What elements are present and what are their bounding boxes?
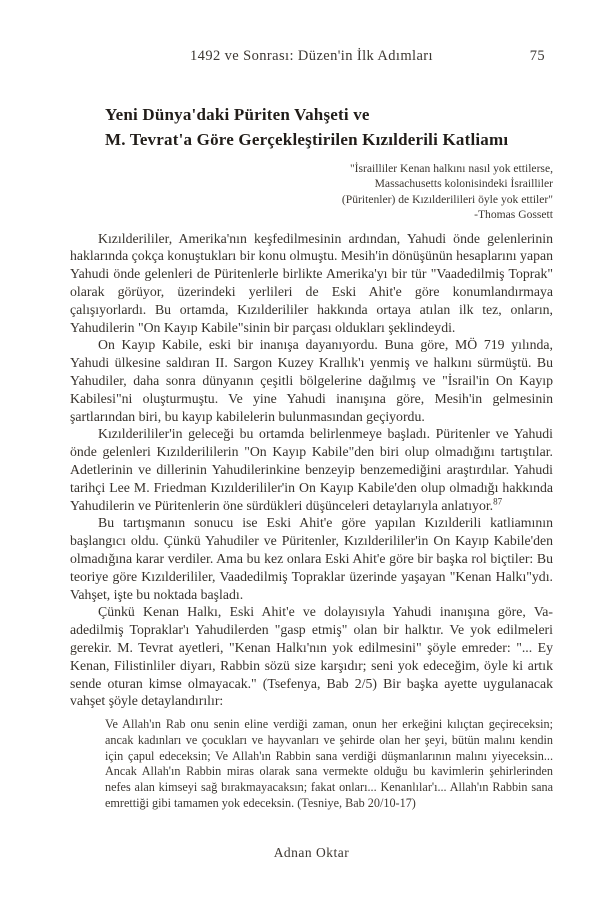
body-paragraph — [70, 425, 553, 514]
body-paragraph: On Kayıp Kabile, eski bir inanışa dayanıyordu. Buna göre, MÖ 719 yılında, Yahudi ülkesine saldıran II. Sargon Kuzey Krallık'ı yenmiş ve halkını sürmüştü. Bu Yahudiler, daha sonra dünyanın çeşitli bölgelerine dağılmış ve "İsrail'in On Kayıp Kabilesi"ni oluşturmuştu. Ve yine Yahudi inanışına göre, Mesih'in gelmesinin şartlarından biri, bu kayıp kabilelerin bulunmasından geçiyordu. — [70, 337, 553, 424]
article-body — [70, 230, 553, 711]
epigraph — [70, 161, 553, 223]
epigraph-attribution: -Thomas Gossett — [474, 208, 553, 222]
footnote-reference: 87 — [493, 495, 503, 506]
page-footer — [70, 845, 553, 861]
body-paragraph: Çünkü Kenan Halkı, Eski Ahit'e ve dolayısıyla Yahudi inanışına göre, Vaadedilmiş Topraklar'ı Yahudilerden "gasp etmiş" olan bir halktır. Ve yok edilmeleri gerekir. M. Tevrat ayetleri, "Kenan Halkı'nın yok edilmesini" şöyle emreder: "... Ey Kenan, Filistinliler diyarı, Rabbin sözü size karşıdır; seni yok edeceğim, öyle ki artık sende oturan kimse olmayacak." (Tsefenya, Bab 2/5) Bir başka ayette uygulanacak vahşet şöyle detaylandırılır: — [70, 604, 553, 709]
article-title-line-1: Yeni Dünya'daki Püriten Vahşeti ve — [105, 105, 370, 124]
body-paragraph: Kızılderililer, Amerika'nın keşfedilmesinin ardından, Yahudi önde gelenlerinin haklarında çokça konuştukları bir konu olmuştu. Mesih'in dönüşünün hesaplarını yapan Yahudi önde gelenleri de Püritenlerle birlikte Amerika'yı bir tür "Vaadedilmiş Toprak" olarak görüyor, üzerindeki yerlileri de Eski Ahit'e göre konumlandırmaya çalışıyorlardı. Bu ortamda, Kızılderililer hakkında ortaya atılan ilk tez, onların, Yahudilerin "On Kayıp Kabile"sinin bir parçası oldukları şeklindeydi. — [70, 230, 553, 335]
scripture-blockquote: Ve Allah'ın Rab onu senin eline verdiği zaman, onun her erkeğini kılıçtan geçireceksin; ancak kadınları ve çocukları ve hayvanları ve şehirde olan her şeyi, bütün malını kendin için çapul edeceksin; Ve Allah'ın Rabbin sana verdiği düşmanlarının malını yiyeceksin... Ancak Allah'ın Rabbin miras olarak sana vermekte olduğu bu kavimlerin şehirlerinden nefes alan kimseyi sağ bırakmayacaksın; fakat onları... Kenanlılar'ı... Allah'ın Rabbin sana emrettiği gibi tamamen yok edeceksin. (Tesniye, Bab 20/10-17) — [105, 717, 553, 810]
epigraph-line: (Püritenler) de Kızılderilileri öyle yok ettiler" — [341, 192, 553, 206]
author-name: Adnan Oktar — [273, 845, 350, 860]
type-block — [70, 48, 553, 811]
epigraph-line: Massachusetts kolonisindeki İsrailliler — [374, 177, 553, 191]
running-header — [70, 48, 553, 65]
body-paragraph-text: Kızılderililer'in geleceği bu ortamda belirlenmeye başladı. Püritenler ve Yahudi önde gelenleri Kızılderililerin "On Kayıp Kabile"den biri olup olmadığını tartıştılar. Adetlerinin ve dillerinin Yahudilerinkine benzeyip benzemediğini araştırdılar. Yahudi tarihçi Lee M. Friedman Kızılderililer'in On Kayıp Kabile'den olup olmadığı hakkında Yahudilerin ve Püritenlerin öne sürdükleri düşünceleri detaylarıyla anlatıyor. — [70, 426, 553, 513]
epigraph-line: "İsrailliler Kenan halkını nasıl yok ettilerse, — [349, 162, 553, 175]
body-paragraph: Bu tartışmanın sonucu ise Eski Ahit'e göre yapılan Kızılderili katliamının başlangıcı oldu. Çünkü Yahudiler ve Püritenler, Kızılderililer'in On Kayıp Kabile'den olmadığına karar verdiler. Ama bu kez onlara Eski Ahit'e göre bir başka rol biçtiler: Bu teoriye göre Kızılderililer, Vaadedilmiş Topraklar üzerinde yaşayan "Kenan Halkı"ydı. Vahşet, işte bu noktada başladı. — [70, 515, 553, 602]
article-title — [105, 102, 553, 152]
page-number: 75 — [529, 48, 545, 64]
chapter-title: 1492 ve Sonrası: Düzen'in İlk Adımları — [190, 48, 433, 64]
article-title-line-2: M. Tevrat'a Göre Gerçekleştirilen Kızılderili Katliamı — [105, 130, 509, 149]
